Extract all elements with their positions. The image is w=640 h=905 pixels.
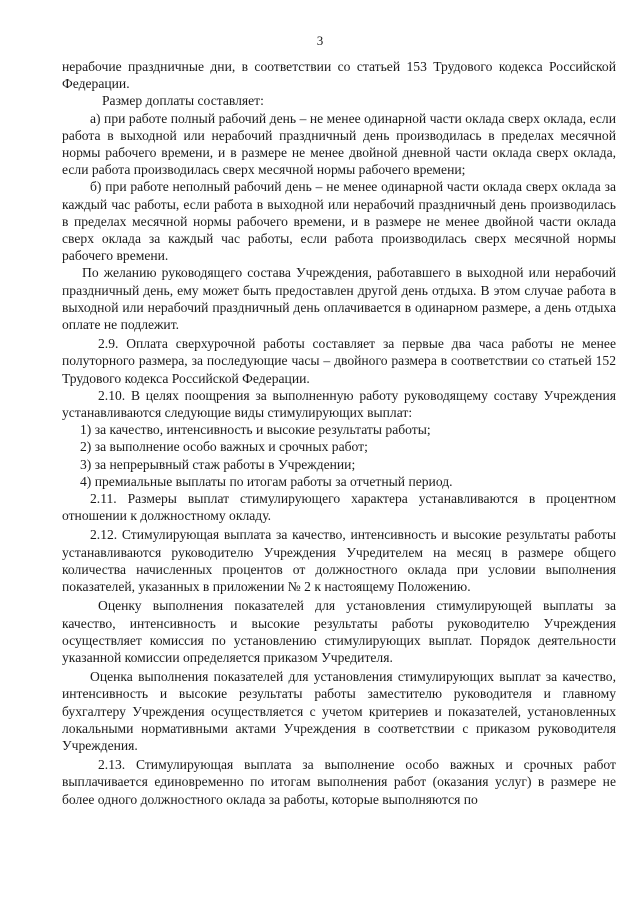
document-body bbox=[62, 58, 616, 808]
paragraph: нерабочие праздничные дни, в соответствии со статьей 153 Трудового кодекса Российской Федерации. bbox=[62, 59, 616, 92]
list-item: 1) за качество, интенсивность и высокие результаты работы; bbox=[80, 422, 431, 438]
paragraph: Оценка выполнения показателей для установления стимулирующих выплат за качество, интенсивность и высокие результаты работы заместителю руководителя и главному бухгалтеру Учреждения осуществляется с учетом критериев и показателей, установленных локальными нормативными актами Учреждения в соответствии с приказом руководителя Учреждения. bbox=[62, 669, 616, 753]
paragraph: б) при работе неполный рабочий день – не менее одинарной части оклада сверх оклада за каждый час работы, если работа в выходной или нерабочий праздничный день производилась в пределах месячной нормы рабочего времени, и в размере не менее двойной части оклада сверх оклада за каждый час работы, если работа производилась сверх месячной нормы рабочего времени. bbox=[62, 179, 616, 264]
paragraph: 2.10. В целях поощрения за выполненную работу руководящему составу Учреждения устанавливаются следующие виды стимулирующих выплат: bbox=[62, 387, 616, 421]
paragraph: По желанию руководящего состава Учреждения, работавшего в выходной или нерабочий праздничный день, ему может быть предоставлен другой день отдыха. В этом случае работа в выходной или нерабочий праздничный день оплачивается в одинарном размере, а день отдыха оплате не подлежит. bbox=[62, 265, 616, 333]
paragraph: а) при работе полный рабочий день – не менее одинарной части оклада сверх оклада, если работа в выходной или нерабочий праздничный день производилась в пределах месячной нормы рабочего времени, и в размере не менее двойной дневной части оклада сверх оклада, если работа производилась сверх месячной нормы рабочего времени; bbox=[62, 110, 616, 178]
paragraph: 2.9. Оплата сверхурочной работы составляет за первые два часа работы не менее полуторного размера, за последующие часы – двойного размера в соответствии со статьей 152 Трудового кодекса Российской Федерации. bbox=[62, 336, 616, 386]
paragraph: Оценку выполнения показателей для установления стимулирующей выплаты за качество, интенсивность и высокие результаты работы руководителю Учреждения осуществляет комиссия по установлению стимулирующих выплат. Порядок деятельности указанной комиссии определяется приказом Учредителя. bbox=[62, 598, 616, 665]
paragraph: 2.13. Стимулирующая выплата за выполнение особо важных и срочных работ выплачивается единовременно по итогам выполнения работ (оказания услуг) в размере не более одного должностного оклада за работы, которые выполняются по bbox=[62, 757, 616, 807]
list-item: 4) премиальные выплаты по итогам работы за отчетный период. bbox=[80, 473, 453, 489]
paragraph: 2.12. Стимулирующая выплата за качество, интенсивность и высокие результаты работы устанавливаются руководителю Учреждения Учредителем на месяц в размере общего количества начисленных процентов от должностного оклада при условии выполнения показателей, указанных в приложении № 2 к настоящему Положению. bbox=[62, 527, 616, 595]
list-item: 2) за выполнение особо важных и срочных работ; bbox=[80, 439, 368, 455]
page-number: 3 bbox=[316, 33, 324, 48]
list-item: 3) за непрерывный стаж работы в Учреждении; bbox=[80, 456, 356, 472]
paragraph: 2.11. Размеры выплат стимулирующего характера устанавливаются в процентном отношении к должностному окладу. bbox=[62, 491, 616, 524]
paragraph: Размер доплаты составляет: bbox=[102, 93, 264, 109]
